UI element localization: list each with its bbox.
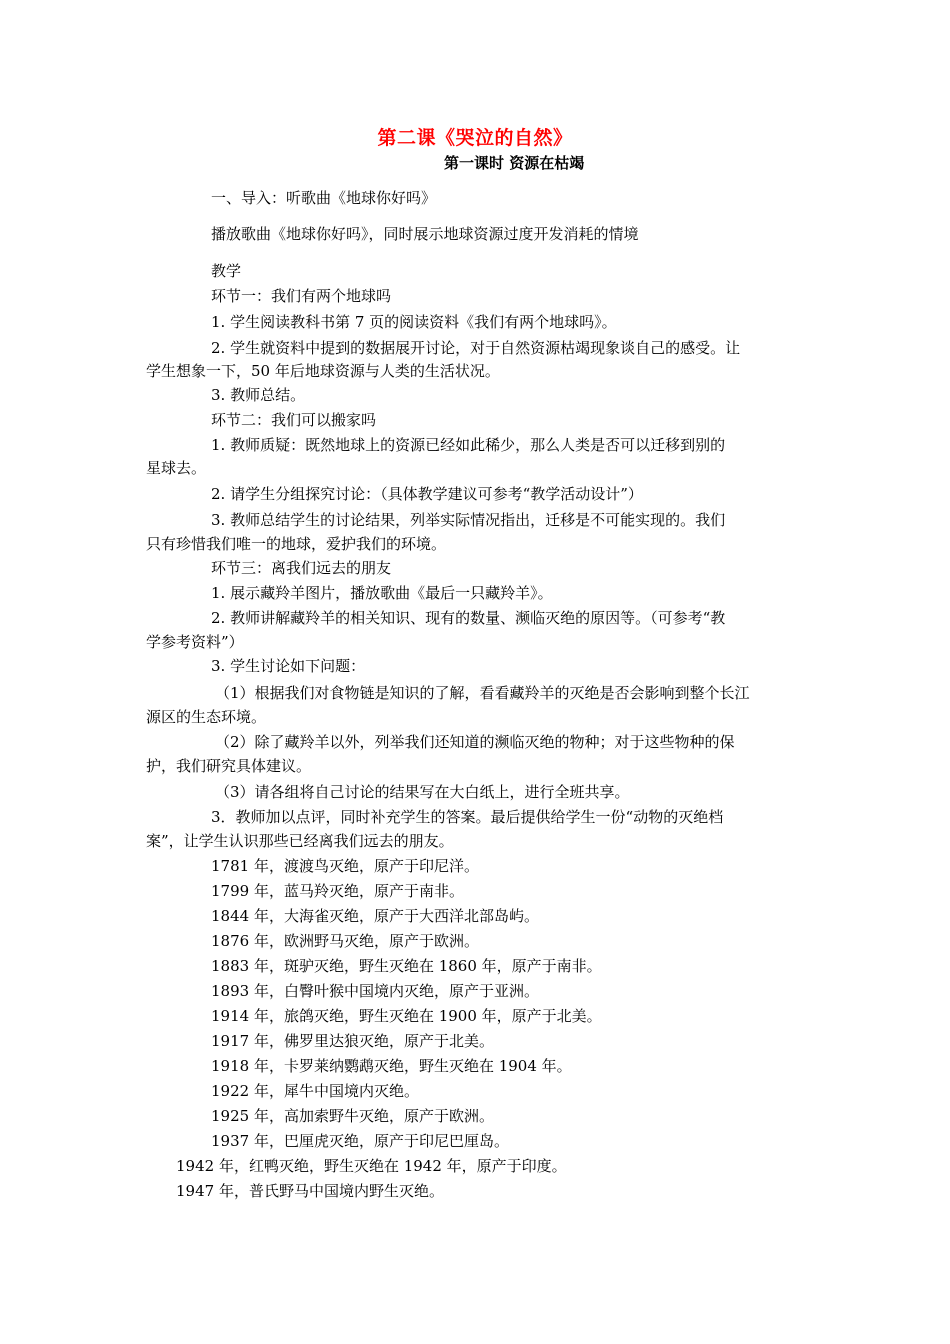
extinction-entry: 1937 年，巴厘虎灭绝，原产于印尼巴厘岛。 <box>211 1132 509 1150</box>
intro-text: 播放歌曲《地球你好吗》，同时展示地球资源过度开发消耗的情境 <box>211 225 639 243</box>
lesson-subtitle: 第一课时 资源在枯竭 <box>444 154 585 172</box>
question-item: 护，我们研究具体建议。 <box>146 757 312 775</box>
paragraph-line: 3．教师加以点评，同时补充学生的答案。最后提供给学生一份“动物的灭绝档 <box>211 808 724 826</box>
paragraph-line: 学参考资料”） <box>146 633 244 651</box>
question-item: 源区的生态环境。 <box>146 708 267 726</box>
intro-heading: 一、导入：听歌曲《地球你好吗》 <box>211 189 437 207</box>
paragraph-line: 3. 学生讨论如下问题： <box>211 657 366 675</box>
extinction-entry: 1918 年，卡罗莱纳鹦鹉灭绝，野生灭绝在 1904 年。 <box>211 1057 572 1075</box>
paragraph-line: 3. 教师总结。 <box>211 386 306 404</box>
paragraph-line: 只有珍惜我们唯一的地球，爱护我们的环境。 <box>146 535 447 553</box>
paragraph-line: 3. 教师总结学生的讨论结果，列举实际情况指出，迁移是不可能实现的。我们 <box>211 511 726 529</box>
question-item: （2）除了藏羚羊以外，列举我们还知道的濒临灭绝的物种；对于这些物种的保 <box>215 733 735 751</box>
paragraph-line: 1. 展示藏羚羊图片，播放歌曲《最后一只藏羚羊》。 <box>211 584 553 602</box>
paragraph-line: 2. 学生就资料中提到的数据展开讨论，对于自然资源枯竭现象谈自己的感受。让 <box>211 339 741 357</box>
extinction-entry: 1893 年，白臀叶猴中国境内灭绝，原产于亚洲。 <box>211 982 539 1000</box>
extinction-entry: 1914 年，旅鸽灭绝，野生灭绝在 1900 年，原产于北美。 <box>211 1007 602 1025</box>
section-one-heading: 环节一：我们有两个地球吗 <box>211 287 392 305</box>
question-item: （3）请各组将自己讨论的结果写在大白纸上，进行全班共享。 <box>215 783 630 801</box>
paragraph-line: 星球去。 <box>146 459 207 477</box>
extinction-entry: 1917 年，佛罗里达狼灭绝，原产于北美。 <box>211 1032 494 1050</box>
question-item: （1）根据我们对食物链是知识的了解，看看藏羚羊的灭绝是否会影响到整个长江 <box>215 684 750 702</box>
extinction-entry: 1942 年，红鸭灭绝，野生灭绝在 1942 年，原产于印度。 <box>176 1157 567 1175</box>
paragraph-line: 1. 学生阅读教科书第 7 页的阅读资料《我们有两个地球吗》。 <box>211 313 617 331</box>
extinction-entry: 1781 年，渡渡鸟灭绝，原产于印尼洋。 <box>211 857 479 875</box>
lesson-title: 第二课《哭泣的自然》 <box>377 127 573 149</box>
paragraph-line: 2. 教师讲解藏羚羊的相关知识、现有的数量、濒临灭绝的原因等。（可参考“教 <box>211 609 726 627</box>
section-two-heading: 环节二：我们可以搬家吗 <box>211 411 377 429</box>
teaching-label: 教学 <box>211 262 242 280</box>
extinction-entry: 1799 年，蓝马羚灭绝，原产于南非。 <box>211 882 464 900</box>
extinction-entry: 1922 年，犀牛中国境内灭绝。 <box>211 1082 419 1100</box>
extinction-entry: 1844 年，大海雀灭绝，原产于大西洋北部岛屿。 <box>211 907 539 925</box>
paragraph-line: 1. 教师质疑：既然地球上的资源已经如此稀少，那么人类是否可以迁移到别的 <box>211 436 726 454</box>
extinction-entry: 1947 年，普氏野马中国境内野生灭绝。 <box>176 1182 444 1200</box>
extinction-entry: 1883 年，斑驴灭绝，野生灭绝在 1860 年，原产于南非。 <box>211 957 602 975</box>
section-three-heading: 环节三：离我们远去的朋友 <box>211 559 392 577</box>
paragraph-line: 案”，让学生认识那些已经离我们远去的朋友。 <box>146 832 454 850</box>
paragraph-line: 2. 请学生分组探究讨论：（具体教学建议可参考“教学活动设计”） <box>211 485 643 503</box>
paragraph-line: 学生想象一下，50 年后地球资源与人类的生活状况。 <box>146 362 500 380</box>
extinction-entry: 1925 年，高加索野牛灭绝，原产于欧洲。 <box>211 1107 494 1125</box>
extinction-entry: 1876 年，欧洲野马灭绝，原产于欧洲。 <box>211 932 479 950</box>
